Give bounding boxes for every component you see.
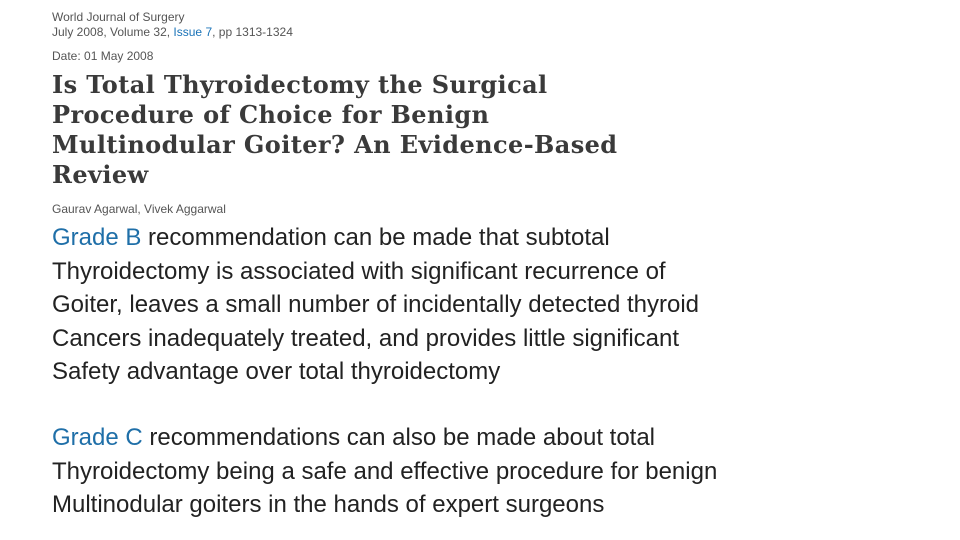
citation-pages: , pp 1313-1324 <box>212 25 293 39</box>
grade-label: Grade B <box>52 224 142 251</box>
recommendation-line: Goiter, leaves a small number of incidentally detected thyroid <box>52 291 700 318</box>
article-header <box>52 10 812 217</box>
recommendation-line: Safety advantage over total thyroidectomy <box>52 358 501 385</box>
issue-link[interactable]: Issue 7 <box>173 25 213 39</box>
recommendation-line: Thyroidectomy is associated with significant recurrence of <box>52 257 666 285</box>
article-title <box>52 70 812 190</box>
journal-name: World Journal of Surgery <box>52 10 185 24</box>
grade-b-recommendation <box>52 221 932 389</box>
recommendation-text: recommendations can also be made about total <box>142 424 656 451</box>
recommendation-line <box>52 421 932 455</box>
recommendation-line: Multinodular goiters in the hands of expert surgeons <box>52 491 605 518</box>
recommendation-line: Cancers inadequately treated, and provides little significant <box>52 324 680 352</box>
grade-label: Grade C <box>52 424 143 451</box>
publication-date: Date: 01 May 2008 <box>52 49 154 63</box>
title-line: Multinodular Goiter? An Evidence-Based <box>52 130 618 159</box>
recommendation-line: Thyroidectomy being a safe and effective procedure for benign <box>52 457 718 485</box>
title-line: Procedure of Choice for Benign <box>52 100 490 129</box>
title-line: Is Total Thyroidectomy the Surgical <box>52 70 548 99</box>
citation-prefix: July 2008, Volume 32, <box>52 25 171 39</box>
recommendation-line <box>52 221 932 255</box>
title-line: Review <box>52 160 149 189</box>
citation <box>52 25 812 40</box>
recommendation-text: recommendation can be made that subtotal <box>141 224 610 251</box>
authors: Gaurav Agarwal, Vivek Aggarwal <box>52 202 226 216</box>
grade-c-recommendation <box>52 421 932 522</box>
